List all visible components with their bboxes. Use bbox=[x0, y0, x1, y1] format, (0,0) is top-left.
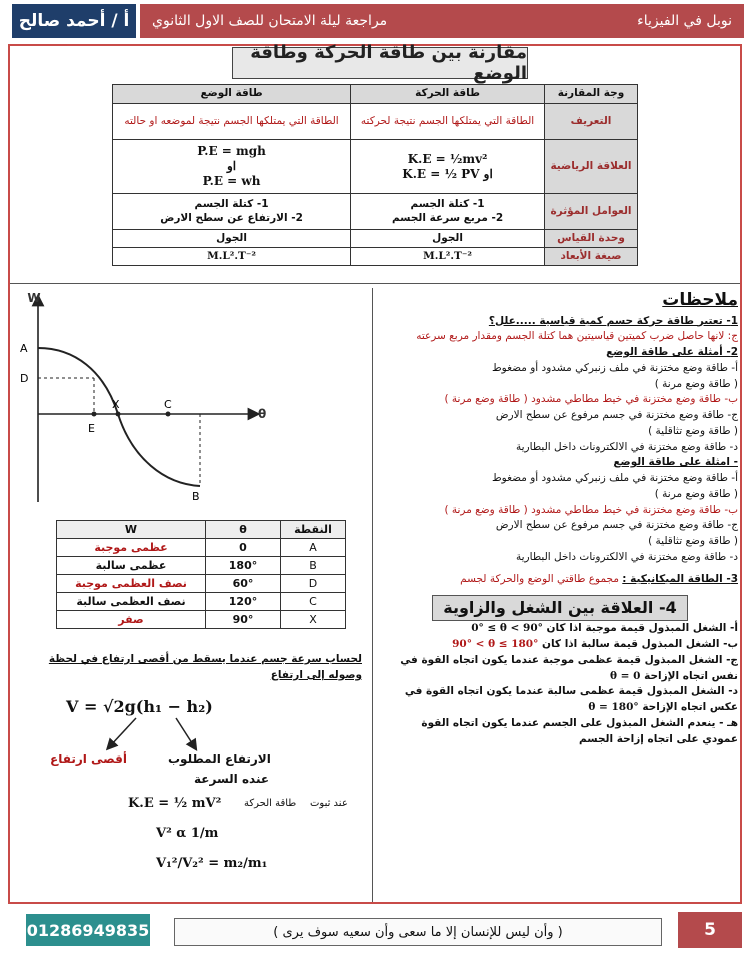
list-item: ب- طاقة وضع مختزنة في خيط مطاطي مشدود ( طاقة وضع مرنة ) bbox=[444, 503, 738, 516]
row-label: العلاقة الرياضية bbox=[545, 140, 638, 194]
row-label: التعريف bbox=[545, 104, 638, 140]
potential-cell bbox=[113, 140, 351, 194]
label-a: A bbox=[20, 342, 28, 355]
table-row bbox=[57, 557, 346, 575]
note-1-title: 1- تعتبر طاقة حركة جسم كمية قياسية .....علل؟ bbox=[488, 314, 738, 327]
table-row bbox=[113, 248, 638, 266]
author-badge: أ / أحمد صالح bbox=[12, 4, 136, 38]
row-label: العوامل المؤثرة bbox=[545, 194, 638, 230]
label-d: D bbox=[20, 372, 29, 385]
comparison-table bbox=[112, 84, 638, 266]
section-title: مقارنة بين طاقة الحركة وطاقة الوضع bbox=[232, 47, 528, 79]
work-cond: θ = 180° bbox=[588, 701, 639, 713]
point-cell: C bbox=[281, 593, 346, 611]
list-item: ج- طاقة وضع مختزنة في جسم مرفوع عن سطح الارض bbox=[495, 519, 738, 532]
work-cond: 0° ≤ θ < 90° bbox=[471, 622, 543, 635]
work-cond: 90° < θ ≤ 180° bbox=[452, 638, 539, 650]
kinetic-cell bbox=[351, 140, 545, 194]
point-cell: B bbox=[281, 557, 346, 575]
note-1-answer: ج: لانها حاصل ضرب كميتين قياسيتين هما كتلة الجسم ومقدار مربع سرعته bbox=[416, 330, 738, 343]
table-row bbox=[113, 230, 638, 248]
ke-formula-alt: او K.E = ½ PV bbox=[402, 166, 493, 181]
work-item bbox=[382, 637, 738, 653]
y-axis-label: W bbox=[27, 291, 41, 305]
label-e: E bbox=[88, 422, 95, 435]
work-text: أ- الشغل المبذول قيمة موجبة اذا كان bbox=[546, 622, 738, 635]
list-item: أ- طاقة وضع مختزنة في ملف زنبركي مشدود أو مضغوط bbox=[491, 472, 738, 484]
list-item: ( طاقة وضع مرنة ) bbox=[654, 377, 738, 390]
pe-formula: P.E = mgh bbox=[197, 144, 266, 158]
work-item bbox=[382, 684, 738, 716]
table-row bbox=[57, 611, 346, 629]
theta-cell: 180° bbox=[206, 557, 281, 575]
theta-cell: 60° bbox=[206, 575, 281, 593]
theta-cell: 120° bbox=[206, 593, 281, 611]
work-text: د- الشغل المبذول قيمة عظمى سالبة عندما يكون اتجاه القوة في عكس اتجاه الإزاحة bbox=[404, 685, 738, 713]
ke-formula: K.E = ½mv² bbox=[407, 151, 488, 166]
formula-arrows bbox=[90, 716, 210, 752]
speed-formula: V = √2g(h₁ − h₂) bbox=[66, 697, 213, 716]
table-header-row bbox=[113, 85, 638, 104]
row-label: وحدة القياس bbox=[545, 230, 638, 248]
point-cell: X bbox=[281, 611, 346, 629]
kinetic-cell bbox=[351, 194, 545, 230]
note-3-text: مجموع طاقتي الوضع والحركة لجسم bbox=[460, 572, 619, 585]
w-cell: نصف العظمى سالبة bbox=[57, 593, 206, 611]
page-number: 5 bbox=[678, 912, 742, 948]
note-2b-title: - امثلة على طاقة الوضع bbox=[613, 456, 738, 469]
label-b: B bbox=[192, 490, 200, 503]
point-x bbox=[116, 412, 121, 417]
theta-cell: 90° bbox=[206, 611, 281, 629]
table-row bbox=[57, 539, 346, 557]
column-divider bbox=[372, 288, 373, 902]
at-speed-label: عنده السرعة bbox=[194, 772, 270, 786]
w-cell: عظمى موجبة bbox=[57, 539, 206, 557]
factor-item: 2- الارتفاع عن سطح الارض bbox=[160, 211, 303, 224]
theta-cell: 0 bbox=[206, 539, 281, 557]
review-title: مراجعة ليلة الامتحان للصف الاول الثانوي bbox=[152, 13, 388, 29]
phone-badge: 01286949835 bbox=[26, 914, 150, 946]
footer-quote: ( وأن ليس للإنسان إلا ما سعى وأن سعيه سوف يرى ) bbox=[174, 918, 662, 946]
header-cell: طاقة الوضع bbox=[113, 85, 351, 104]
label-x: X bbox=[112, 398, 120, 411]
work-text: ب- الشغل المبذول قيمة سالبة اذا كان bbox=[542, 638, 738, 650]
potential-cell: الجول bbox=[113, 230, 351, 248]
ke-label: طاقة الحركة bbox=[244, 798, 297, 809]
kinetic-cell: M.L².T⁻² bbox=[351, 248, 545, 266]
list-item: د- طاقة وضع مختزنة في الالكترونات داخل البطارية bbox=[516, 440, 738, 453]
row-label: صيغة الأبعاد bbox=[545, 248, 638, 266]
table-row bbox=[113, 140, 638, 194]
work-cond: θ = 0 bbox=[610, 669, 641, 682]
proportion-2: V₁²/V₂² = m₂/m₁ bbox=[156, 856, 268, 871]
note-3-label: 3- الطاقة الميكانيكية : bbox=[622, 572, 738, 585]
cosine-curve bbox=[38, 348, 200, 486]
potential-cell: الطاقة التي يمتلكها الجسم نتيجة لموضعه او حالته bbox=[113, 104, 351, 140]
work-angle-graph bbox=[14, 290, 267, 510]
factor-item: 2- مربع سرعة الجسم bbox=[391, 211, 504, 224]
point-e bbox=[92, 412, 97, 417]
list-item: د- طاقة وضع مختزنة في الالكترونات داخل البطارية bbox=[516, 550, 738, 563]
header-cell: طاقة الحركة bbox=[351, 85, 545, 104]
pe-formula-alt: P.E = wh bbox=[202, 174, 261, 188]
note-2-title: 2- أمثلة على طاقة الوضع bbox=[606, 346, 738, 358]
work-item bbox=[382, 653, 738, 685]
list-item: ب- طاقة وضع مختزنة في خيط مطاطي مشدود ( طاقة وضع مرنة ) bbox=[444, 393, 738, 406]
ke-formula: K.E = ½ mV² bbox=[128, 796, 222, 811]
list-item: ( طاقة وضع مرنة ) bbox=[654, 487, 738, 500]
constant-label: عند ثبوت bbox=[310, 798, 348, 809]
potential-cell bbox=[113, 194, 351, 230]
factor-item: 1- كتلة الجسم bbox=[194, 198, 269, 211]
list-item: ( طاقة وضع تثاقلية ) bbox=[648, 535, 738, 547]
kinetic-cell: الجول bbox=[351, 230, 545, 248]
table-row bbox=[113, 194, 638, 230]
work-text: هـ - ينعدم الشغل المبذول على الجسم عندما يكون اتجاه القوة عمودي على اتجاه إزاحة الجسم bbox=[421, 716, 738, 745]
notes-column bbox=[382, 288, 738, 747]
w-cell: عظمى سالبة bbox=[57, 557, 206, 575]
point-cell: D bbox=[281, 575, 346, 593]
table-row bbox=[57, 575, 346, 593]
list-item: ج- طاقة وضع مختزنة في جسم مرفوع عن سطح الارض bbox=[495, 409, 738, 421]
or-text: او bbox=[226, 159, 237, 173]
subject-title: نوبل في الفيزياء bbox=[637, 13, 732, 29]
speed-heading: لحساب سرعة جسم عندما يسقط من أقصى ارتفاع في لحظة وصوله إلى ارتفاع bbox=[48, 653, 362, 681]
w-cell: نصف العظمى موجبة bbox=[57, 575, 206, 593]
list-item: أ- طاقة وضع مختزنة في ملف زنبركي مشدود أو مضغوط bbox=[491, 361, 738, 374]
proportion-1: V² α 1/m bbox=[156, 826, 219, 841]
point-cell: A bbox=[281, 539, 346, 557]
header-cell: θ bbox=[206, 521, 281, 539]
required-height-label: الارتفاع المطلوب bbox=[168, 752, 271, 766]
notes-title: ملاحظات bbox=[662, 290, 738, 310]
list-item: ( طاقة وضع تثاقلية ) bbox=[648, 424, 738, 437]
potential-cell: M.L².T⁻² bbox=[113, 248, 351, 266]
work-text: ج- الشغل المبذول قيمة عظمى موجبة عندما يكون اتجاه القوة في نفس اتجاه الإزاحة bbox=[400, 653, 738, 682]
work-angle-title: 4- العلاقة بين الشغل والزاوية bbox=[432, 595, 687, 621]
max-height-label: أقصى ارتفاع bbox=[50, 752, 127, 766]
note-3 bbox=[382, 572, 738, 588]
factor-item: 1- كتلة الجسم bbox=[410, 198, 485, 211]
arrow-h1 bbox=[110, 718, 136, 746]
header-cell: النقطة bbox=[281, 521, 346, 539]
table-header-row bbox=[57, 521, 346, 539]
point-c bbox=[166, 412, 171, 417]
table-row bbox=[113, 104, 638, 140]
table-row bbox=[57, 593, 346, 611]
work-item bbox=[382, 716, 738, 748]
header-bar bbox=[140, 4, 744, 38]
arrow-h2 bbox=[176, 718, 194, 746]
header-cell: وجة المقارنة bbox=[545, 85, 638, 104]
label-c: C bbox=[164, 398, 172, 411]
work-item bbox=[382, 621, 738, 637]
header-cell: W bbox=[57, 521, 206, 539]
work-angle-header bbox=[382, 595, 738, 621]
points-table bbox=[56, 520, 346, 629]
kinetic-cell: الطاقة التي يمتلكها الجسم نتيجة لحركته bbox=[351, 104, 545, 140]
w-cell: صفر bbox=[57, 611, 206, 629]
x-axis-label: θ bbox=[258, 407, 267, 421]
section-divider bbox=[10, 283, 740, 284]
